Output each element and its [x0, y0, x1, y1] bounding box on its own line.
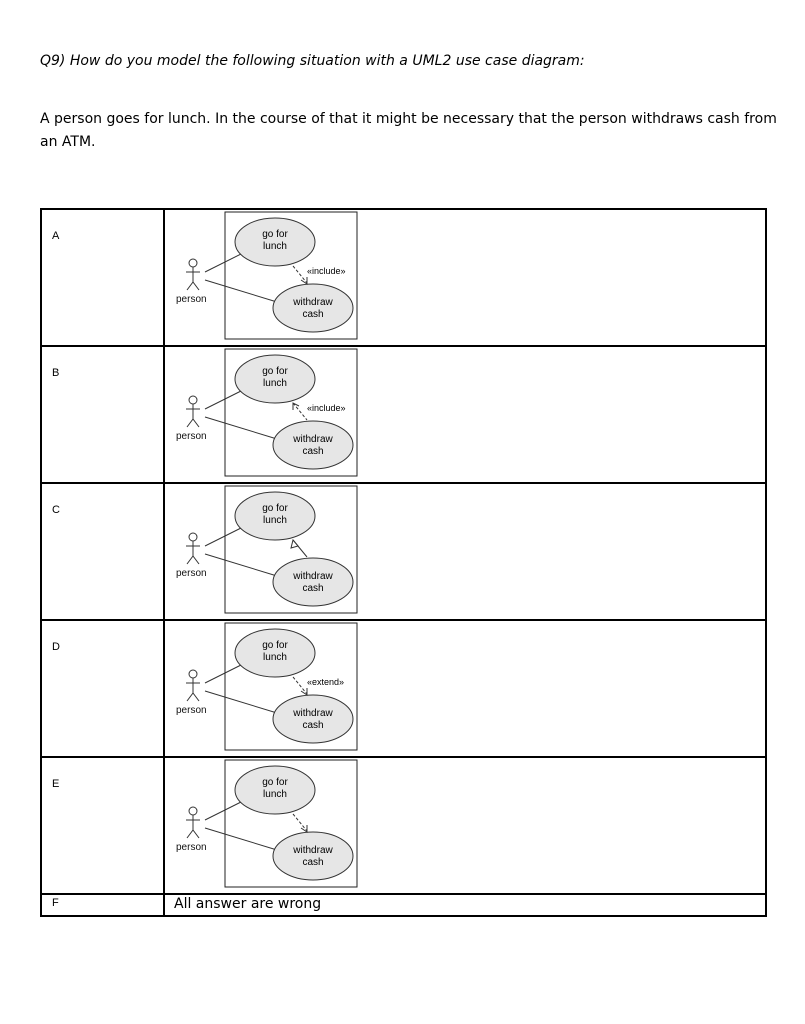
use-case-diagram — [165, 210, 765, 345]
use-case-label: cash — [302, 720, 324, 731]
prompt-line-1: A person goes for lunch. In the course of that it might be necessary that the person withdraws cash from — [40, 111, 777, 127]
use-case-diagram — [165, 347, 765, 482]
option-diagram-cell — [164, 620, 766, 757]
use-case-label: withdraw — [293, 434, 333, 445]
stereotype-label: «extend» — [307, 677, 345, 687]
option-diagram-cell — [164, 209, 766, 346]
option-letter: E — [41, 757, 164, 894]
actor-person-icon — [186, 670, 200, 701]
question-title: Q9) How do you model the following situation with a UML2 use case diagram: — [40, 53, 585, 69]
option-letter: C — [41, 483, 164, 620]
use-case-withdraw-cash — [273, 421, 353, 469]
relationship-line — [293, 814, 307, 831]
use-case-label: lunch — [263, 789, 287, 800]
option-row-d[interactable] — [41, 620, 766, 757]
use-case-label: lunch — [263, 241, 287, 252]
actor-person-icon — [186, 396, 200, 427]
actor-person-icon — [186, 259, 200, 290]
use-case-label: withdraw — [293, 297, 333, 308]
stereotype-label: «include» — [307, 266, 346, 276]
option-text: All answer are wrong — [164, 894, 766, 916]
use-case-withdraw-cash — [273, 695, 353, 743]
use-case-label: withdraw — [293, 571, 333, 582]
use-case-label: lunch — [263, 652, 287, 663]
actor-label: person — [176, 431, 207, 442]
generalization-arrowhead-icon — [291, 540, 298, 548]
association-line — [205, 417, 277, 439]
use-case-label: lunch — [263, 378, 287, 389]
answer-options-table — [40, 208, 767, 917]
use-case-label: go for — [262, 503, 288, 514]
use-case-label: go for — [262, 640, 288, 651]
use-case-label: cash — [302, 857, 324, 868]
option-row-f[interactable] — [41, 894, 766, 916]
actor-person-icon — [186, 533, 200, 564]
option-letter: D — [41, 620, 164, 757]
option-diagram-cell — [164, 346, 766, 483]
option-row-e[interactable] — [41, 757, 766, 894]
option-diagram-cell — [164, 757, 766, 894]
use-case-label: withdraw — [293, 708, 333, 719]
use-case-label: go for — [262, 229, 288, 240]
association-line — [205, 828, 277, 850]
use-case-label: go for — [262, 366, 288, 377]
question-prompt — [40, 108, 780, 154]
use-case-label: go for — [262, 777, 288, 788]
use-case-label: lunch — [263, 515, 287, 526]
stereotype-label: «include» — [307, 403, 346, 413]
use-case-label: cash — [302, 309, 324, 320]
actor-label: person — [176, 568, 207, 579]
arrowhead-icon — [301, 825, 307, 832]
option-diagram-cell — [164, 483, 766, 620]
use-case-label: cash — [302, 583, 324, 594]
use-case-label: withdraw — [293, 845, 333, 856]
use-case-diagram — [165, 484, 765, 619]
relationship-line — [293, 266, 307, 283]
option-row-b[interactable] — [41, 346, 766, 483]
actor-label: person — [176, 842, 207, 853]
relationship-line — [293, 677, 307, 694]
actor-label: person — [176, 705, 207, 716]
use-case-diagram — [165, 621, 765, 756]
option-row-a[interactable] — [41, 209, 766, 346]
arrowhead-icon — [301, 277, 307, 284]
actor-person-icon — [186, 807, 200, 838]
actor-label: person — [176, 294, 207, 305]
association-line — [205, 691, 277, 713]
use-case-label: cash — [302, 446, 324, 457]
option-row-c[interactable] — [41, 483, 766, 620]
arrowhead-icon — [301, 688, 307, 695]
association-line — [205, 280, 277, 302]
use-case-withdraw-cash — [273, 832, 353, 880]
option-letter: B — [41, 346, 164, 483]
use-case-withdraw-cash — [273, 558, 353, 606]
option-letter: F — [41, 894, 164, 916]
use-case-withdraw-cash — [273, 284, 353, 332]
option-letter: A — [41, 209, 164, 346]
association-line — [205, 554, 277, 576]
prompt-line-2: an ATM. — [40, 134, 96, 150]
use-case-diagram — [165, 758, 765, 893]
relationship-line — [293, 403, 307, 420]
